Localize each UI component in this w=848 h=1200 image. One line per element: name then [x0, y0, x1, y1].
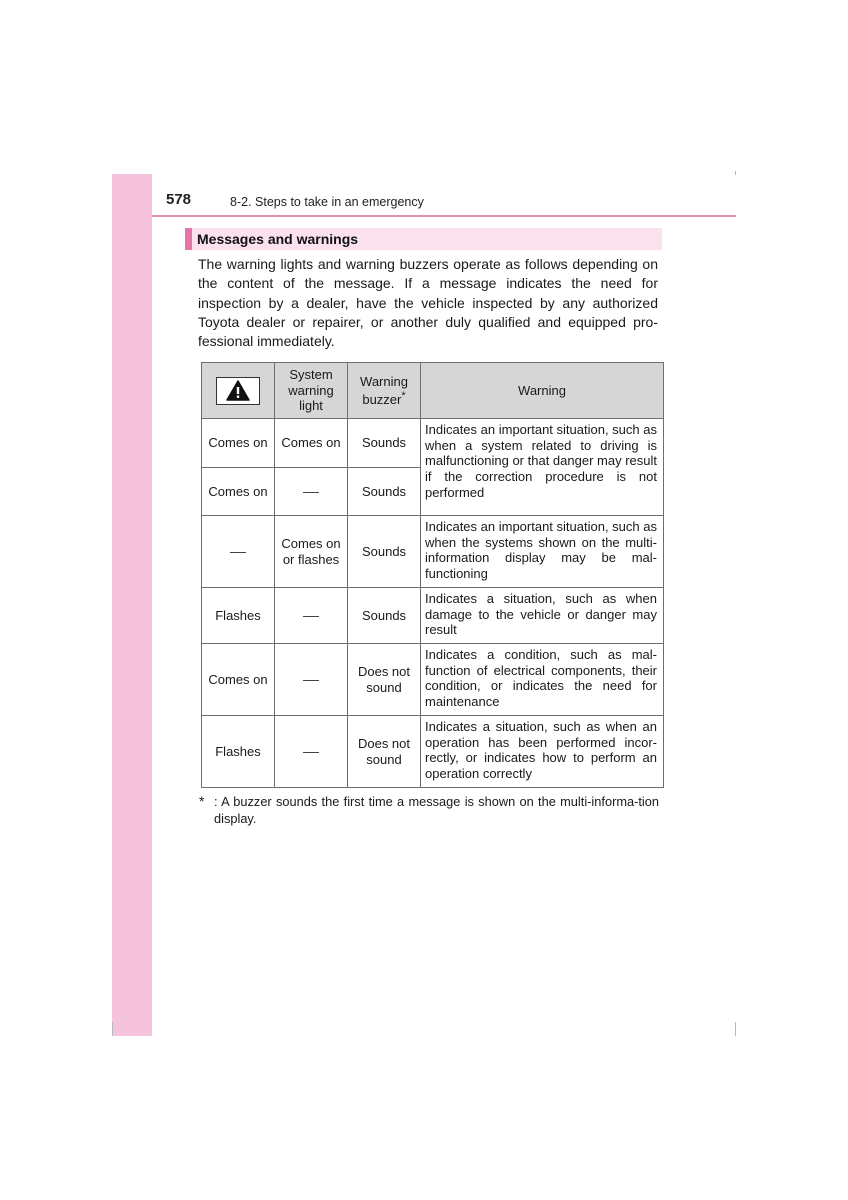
cell-master: Comes on — [202, 419, 275, 468]
cell-master: Flashes — [202, 588, 275, 644]
intro-paragraph: The warning lights and warning buzzers operate as follows depending on the content of the message. If a message indicates the need for inspection by a dealer, have the vehicle inspected by any authorized Toyota dealer or repairer, or another duly qualified and equipped pro-fessional immediately. — [198, 256, 658, 350]
side-tab — [112, 174, 152, 1036]
dash — [303, 680, 319, 681]
dash — [303, 752, 319, 753]
section-heading-accent — [185, 228, 192, 250]
table-row — [202, 419, 664, 468]
table-row — [202, 588, 664, 644]
cell-buzzer: Does not sound — [348, 644, 421, 716]
cell-warning: Indicates an important situation, such as when the systems shown on the multi-information display may be mal-functioning — [421, 516, 664, 588]
page-number: 578 — [166, 191, 192, 208]
cell-warning: Indicates a condition, such as mal-function of electrical components, their condition, or indicates the need for maintenance — [421, 644, 664, 716]
cell-master: Comes on — [202, 468, 275, 516]
cell-system — [275, 644, 348, 716]
table-row — [202, 644, 664, 716]
cell-system — [275, 716, 348, 788]
section-title: Messages and warnings — [197, 231, 359, 247]
header-master-warning — [202, 363, 275, 419]
header-warning: Warning — [421, 363, 664, 419]
crop-mark-bottom-left — [112, 1022, 113, 1036]
section-heading — [185, 228, 662, 250]
table-row — [202, 716, 664, 788]
footnote — [199, 793, 659, 827]
footnote-asterisk: * — [199, 793, 205, 809]
footnote-mark: * — [401, 390, 406, 402]
header-system-warning-light: System warning light — [275, 363, 348, 419]
cell-buzzer: Does not sound — [348, 716, 421, 788]
crop-mark-top-right — [735, 171, 736, 175]
cell-buzzer: Sounds — [348, 516, 421, 588]
dash — [230, 552, 246, 553]
cell-buzzer: Sounds — [348, 588, 421, 644]
cell-system — [275, 468, 348, 516]
dash — [303, 492, 319, 493]
cell-master — [202, 516, 275, 588]
header-divider — [152, 215, 736, 217]
cell-system — [275, 588, 348, 644]
table-row — [202, 516, 664, 588]
cell-warning: Indicates a situation, such as when an operation has been performed incor-rectly, or indicates how to perform an operation correctly — [421, 716, 664, 788]
cell-master: Flashes — [202, 716, 275, 788]
cell-buzzer: Sounds — [348, 468, 421, 516]
master-warning-icon — [216, 377, 260, 405]
cell-system: Comes on — [275, 419, 348, 468]
cell-warning: Indicates a situation, such as when damage to the vehicle or danger may result — [421, 588, 664, 644]
cell-master: Comes on — [202, 644, 275, 716]
header-warning-buzzer: Warning buzzer* — [348, 363, 421, 419]
chapter-title: 8-2. Steps to take in an emergency — [230, 195, 424, 209]
table-header-row — [202, 363, 664, 419]
warning-table — [201, 362, 664, 788]
cell-system: Comes on or flashes — [275, 516, 348, 588]
cell-warning: Indicates an important situation, such as when a system related to driving is malfunctioning or that danger may result if the correction procedure is not performed — [421, 419, 664, 516]
dash — [303, 616, 319, 617]
crop-mark-bottom-right — [735, 1022, 736, 1036]
footnote-text: : A buzzer sounds the first time a message is shown on the multi-informa-tion display. — [214, 794, 659, 826]
cell-buzzer: Sounds — [348, 419, 421, 468]
